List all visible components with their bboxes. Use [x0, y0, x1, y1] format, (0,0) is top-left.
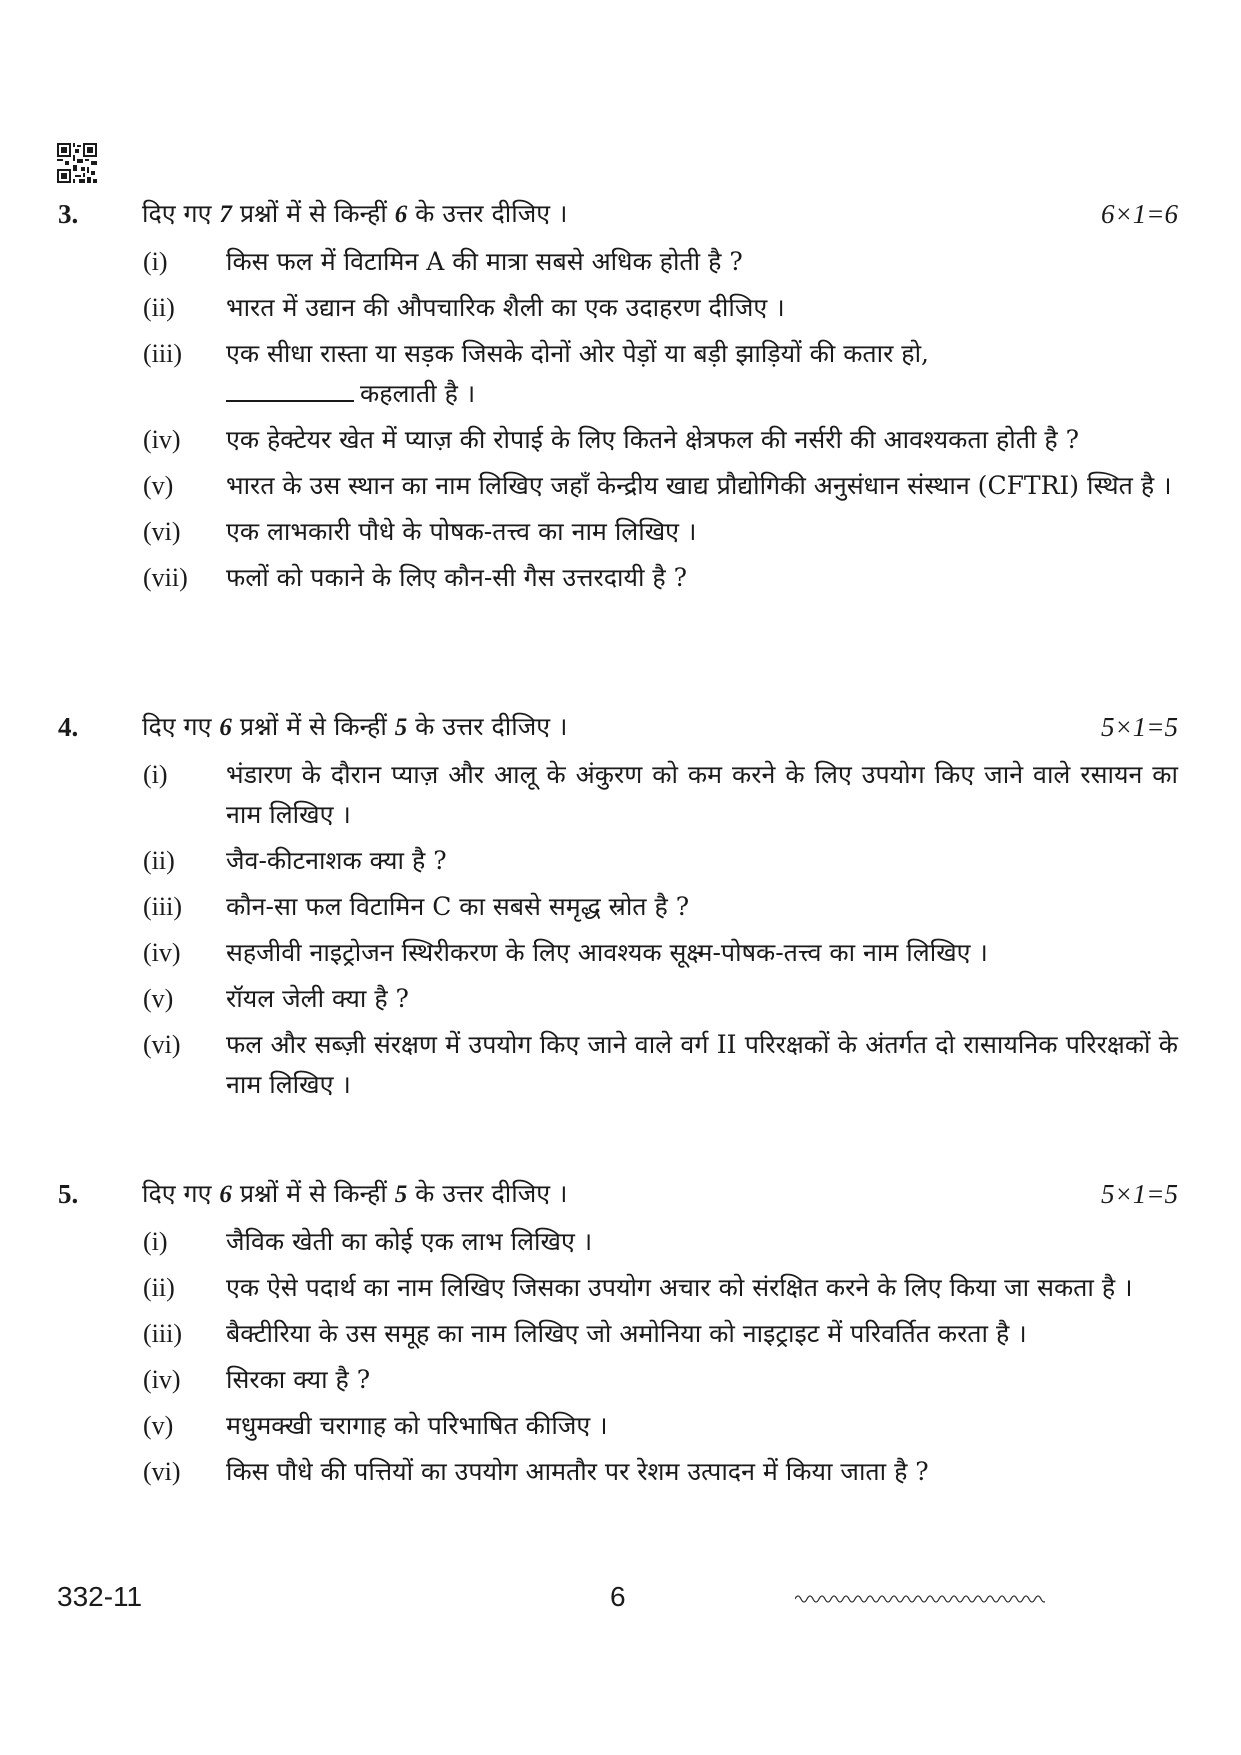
question-part — [58, 1406, 1178, 1446]
total-count: 6 — [219, 1181, 232, 1208]
fill-in-blank — [226, 374, 354, 402]
part-label: (v) — [143, 471, 174, 500]
question-instruction — [142, 1172, 568, 1217]
part-text: जैव-कीटनाशक क्या है ? — [226, 846, 447, 875]
question-number: 5. — [58, 1179, 79, 1209]
question-part — [58, 1314, 1178, 1354]
instruction-text: प्रश्नों में से किन्हीं — [231, 199, 395, 228]
part-label: (v) — [143, 984, 174, 1013]
question-header — [58, 192, 1178, 236]
part-label: (i) — [143, 760, 168, 789]
part-text: रॉयल जेली क्या है ? — [226, 984, 409, 1013]
question-part — [58, 420, 1178, 460]
part-text-block — [226, 334, 1178, 414]
part-text: एक हेक्टेयर खेत में प्याज़ की रोपाई के लिए कितने क्षेत्रफल की नर्सरी की आवश्यकता होती है ? — [226, 425, 1080, 454]
question-5 — [58, 1172, 1178, 1492]
question-part — [58, 242, 1178, 282]
question-part — [58, 288, 1178, 328]
question-part — [58, 1452, 1178, 1492]
part-text: मधुमक्खी चरागाह को परिभाषित कीजिए । — [226, 1411, 608, 1440]
total-count: 6 — [219, 714, 232, 741]
part-label: (iii) — [143, 892, 182, 921]
part-text: किस पौधे की पत्तियों का उपयोग आमतौर पर रेशम उत्पादन में किया जाता है ? — [226, 1457, 929, 1486]
part-text: किस फल में विटामिन A की मात्रा सबसे अधिक होती है ? — [226, 247, 743, 276]
part-label: (iv) — [143, 938, 181, 967]
total-count: 7 — [219, 201, 232, 228]
question-part — [58, 979, 1178, 1019]
part-label: (iv) — [143, 1365, 181, 1394]
part-text: सिरका क्या है ? — [226, 1365, 371, 1394]
question-part — [58, 1268, 1178, 1308]
question-marks: 5×1=5 — [1101, 1179, 1178, 1209]
question-part — [58, 887, 1178, 927]
question-part — [58, 755, 1178, 835]
question-header — [58, 705, 1178, 749]
attempt-count: 6 — [394, 201, 408, 228]
part-text: भंडारण के दौरान प्याज़ और आलू के अंकुरण को कम करने के लिए उपयोग किए जाने वाले रसायन का नाम लिखिए । — [226, 760, 1178, 829]
part-text-after-blank: कहलाती है । — [360, 379, 476, 408]
part-label: (iv) — [143, 425, 181, 454]
question-part — [58, 558, 1178, 598]
part-text: कौन-सा फल विटामिन C का सबसे समृद्ध स्रोत है ? — [226, 892, 690, 921]
part-text: भारत में उद्यान की औपचारिक शैली का एक उदाहरण दीजिए । — [226, 293, 785, 322]
part-text: भारत के उस स्थान का नाम लिखिए जहाँ केन्द्रीय खाद्य प्रौद्योगिकी अनुसंधान संस्थान (CFTRI) स्थित है । — [226, 471, 1172, 500]
instruction-text: के उत्तर दीजिए । — [407, 199, 568, 228]
question-part — [58, 933, 1178, 973]
question-part — [58, 466, 1178, 506]
part-text: बैक्टीरिया के उस समूह का नाम लिखिए जो अमोनिया को नाइट्राइट में परिवर्तित करता है । — [226, 1319, 1027, 1348]
part-text: सहजीवी नाइट्रोजन स्थिरीकरण के लिए आवश्यक सूक्ष्म-पोषक-तत्त्व का नाम लिखिए । — [226, 938, 988, 967]
part-text: एक लाभकारी पौधे के पोषक-तत्त्व का नाम लिखिए । — [226, 517, 697, 546]
question-number: 4. — [58, 712, 79, 742]
part-label: (ii) — [143, 293, 175, 322]
question-part — [58, 841, 1178, 881]
wavy-line-decoration — [795, 1592, 1045, 1606]
question-part — [58, 1222, 1178, 1262]
instruction-text: प्रश्नों में से किन्हीं — [231, 1179, 395, 1208]
qr-code-icon — [57, 143, 97, 183]
part-text: फल और सब्ज़ी संरक्षण में उपयोग किए जाने वाले वर्ग II परिरक्षकों के अंतर्गत दो रासायनिक परिरक्षकों के नाम लिखिए । — [226, 1030, 1178, 1099]
question-4 — [58, 705, 1178, 1105]
instruction-text: दिए गए — [142, 199, 220, 228]
attempt-count: 5 — [394, 714, 408, 741]
part-label: (ii) — [143, 846, 175, 875]
question-part — [58, 1025, 1178, 1105]
instruction-text: प्रश्नों में से किन्हीं — [231, 712, 395, 741]
paper-code: 332-11 — [57, 1581, 143, 1612]
question-instruction — [142, 705, 568, 750]
question-number: 3. — [58, 199, 79, 229]
attempt-count: 5 — [394, 1181, 408, 1208]
question-instruction — [142, 192, 568, 237]
part-label: (iii) — [143, 1319, 182, 1348]
instruction-text: के उत्तर दीजिए । — [407, 1179, 568, 1208]
part-text: फलों को पकाने के लिए कौन-सी गैस उत्तरदायी है ? — [226, 563, 688, 592]
question-part — [58, 334, 1178, 414]
question-3 — [58, 192, 1178, 598]
question-part — [58, 512, 1178, 552]
question-marks: 6×1=6 — [1101, 199, 1178, 229]
part-label: (ii) — [143, 1273, 175, 1302]
instruction-text: दिए गए — [142, 1179, 220, 1208]
part-text: एक ऐसे पदार्थ का नाम लिखिए जिसका उपयोग अचार को संरक्षित करने के लिए किया जा सकता है । — [226, 1273, 1133, 1302]
part-label: (i) — [143, 247, 168, 276]
page-number: 6 — [610, 1581, 626, 1612]
part-text: एक सीधा रास्ता या सड़क जिसके दोनों ओर पेड़ों या बड़ी झाड़ियों की कतार हो, — [226, 339, 930, 368]
part-label: (v) — [143, 1411, 174, 1440]
part-label: (vi) — [143, 1030, 181, 1059]
question-header — [58, 1172, 1178, 1216]
question-part — [58, 1360, 1178, 1400]
part-label: (vi) — [143, 517, 181, 546]
instruction-text: के उत्तर दीजिए । — [407, 712, 568, 741]
question-marks: 5×1=5 — [1101, 712, 1178, 742]
part-label: (vi) — [143, 1457, 181, 1486]
part-text: जैविक खेती का कोई एक लाभ लिखिए । — [226, 1227, 593, 1256]
part-label: (iii) — [143, 339, 182, 368]
part-label: (i) — [143, 1227, 168, 1256]
instruction-text: दिए गए — [142, 712, 220, 741]
part-label: (vii) — [143, 563, 188, 592]
